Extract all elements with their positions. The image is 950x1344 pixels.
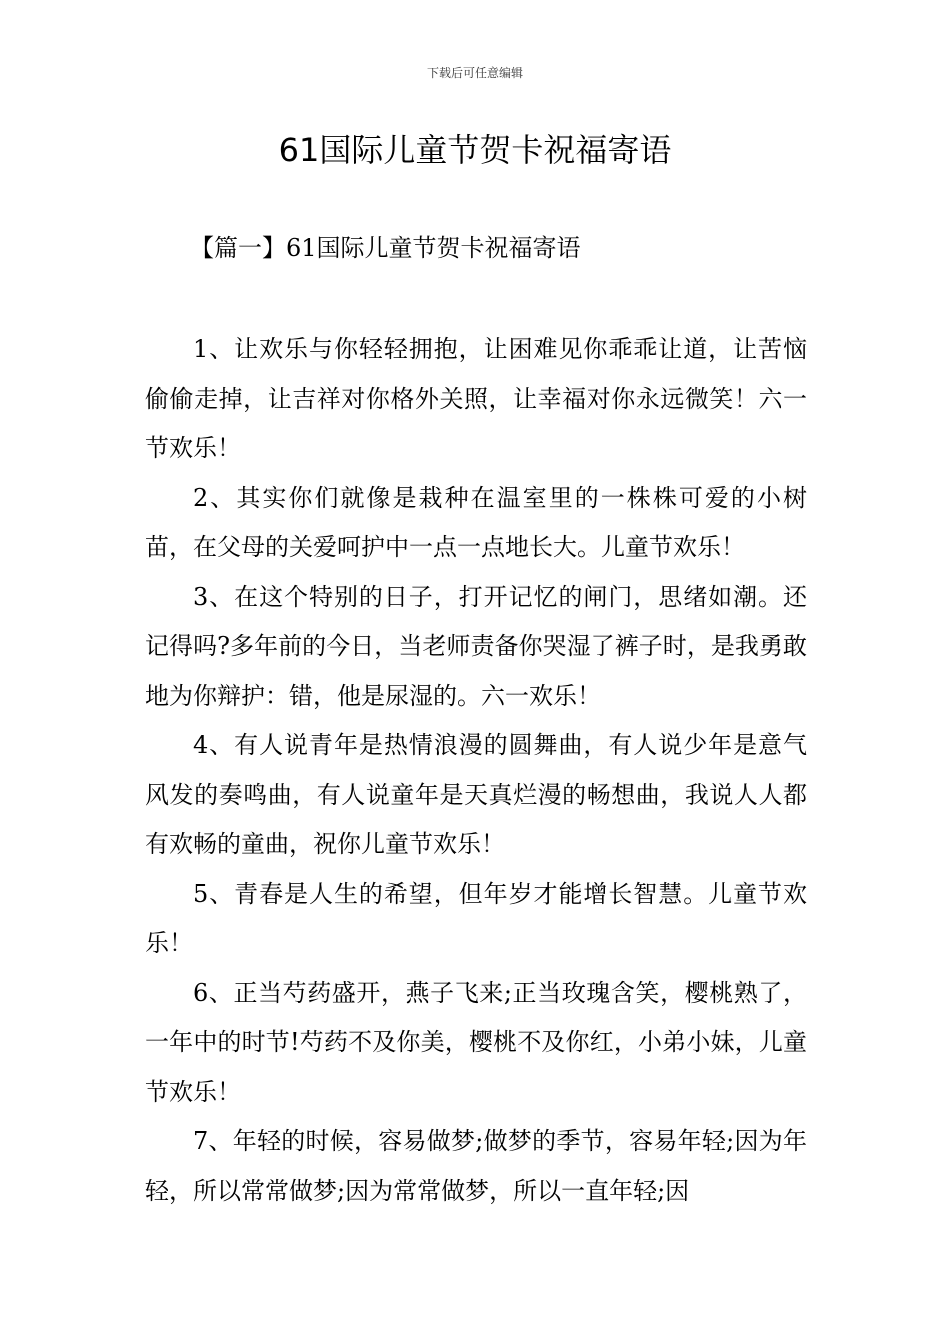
paragraph-2: 2、其实你们就像是栽种在温室里的一株株可爱的小树苗，在父母的关爱呵护中一点一点地长大。儿童节欢乐！ (145, 483, 807, 561)
document-body (145, 325, 807, 1216)
paragraph-6: 6、正当芍药盛开，燕子飞来;正当玫瑰含笑，樱桃熟了，一年中的时节!芍药不及你美，樱桃不及你红，小弟小妹，儿童节欢乐！ (145, 978, 807, 1106)
paragraph-4: 4、有人说青年是热情浪漫的圆舞曲，有人说少年是意气风发的奏鸣曲，有人说童年是天真烂漫的畅想曲，我说人人都有欢畅的童曲，祝你儿童节欢乐！ (145, 731, 807, 858)
paragraph-1: 1、让欢乐与你轻轻拥抱，让困难见你乖乖让道，让苦恼偷偷走掉，让吉祥对你格外关照，让幸福对你永远微笑！六一节欢乐！ (145, 335, 807, 462)
paragraph-3: 3、在这个特别的日子，打开记忆的闸门，思绪如潮。还记得吗?多年前的今日，当老师责备你哭湿了裤子时，是我勇敢地为你辩护：错，他是尿湿的。六一欢乐！ (145, 582, 807, 710)
header-watermark: 下载后可任意编辑 (426, 66, 523, 80)
document-title: 61国际儿童节贺卡祝福寄语 (278, 131, 672, 169)
paragraph-5: 5、青春是人生的希望，但年岁才能增长智慧。儿童节欢乐！ (145, 879, 807, 957)
section-heading: 【篇一】61国际儿童节贺卡祝福寄语 (190, 234, 581, 262)
paragraph-7: 7、年轻的时候，容易做梦;做梦的季节，容易年轻;因为年轻，所以常常做梦;因为常常做梦，所以一直年轻;因 (145, 1127, 807, 1205)
